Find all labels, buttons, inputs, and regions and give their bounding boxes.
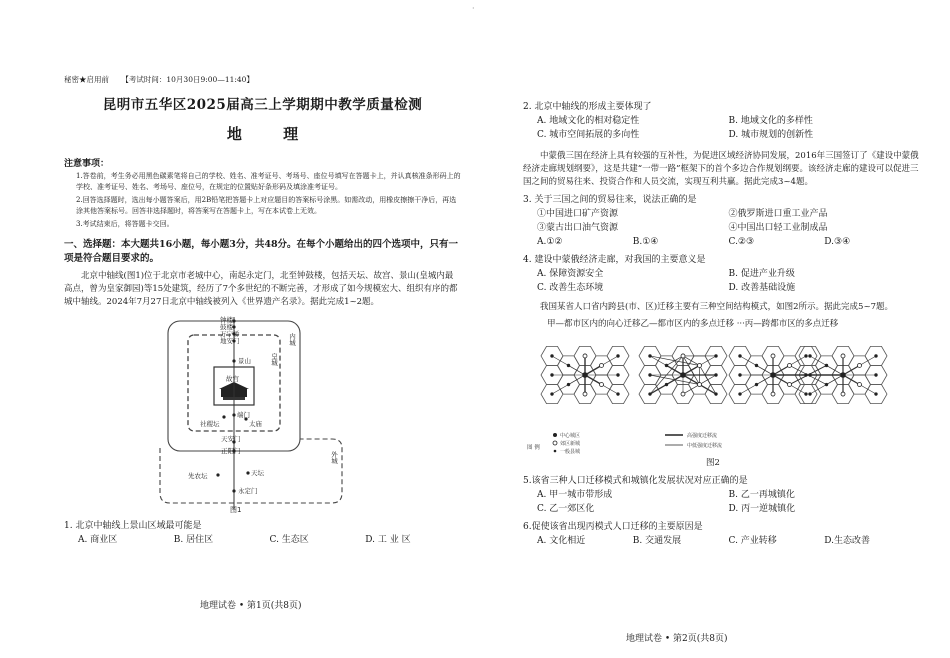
notice-item: 3.考试结束后，将答题卡交回。 [76, 220, 174, 228]
city-node [665, 364, 668, 367]
question-3-stem: 3. 关于三国之间的贸易往来，说法正确的是 [523, 195, 697, 205]
notice-heading: 注意事项： [64, 159, 110, 169]
option-d[interactable]: D. 工 业 区 [365, 534, 411, 545]
city-node [617, 393, 620, 396]
page-right [475, 0, 950, 658]
top-mark: · [472, 4, 475, 13]
city-node [739, 355, 742, 358]
question-5-options [537, 488, 920, 516]
city-node [583, 354, 587, 358]
exam-time: 【考试时间：10月30日9:00—11:40】 [121, 75, 254, 84]
label-gulou: 鼓楼 [220, 322, 233, 331]
exam-meta [64, 74, 461, 85]
city-node [649, 374, 652, 377]
city-node [771, 392, 775, 396]
label-jingshan: 景山 [238, 356, 251, 365]
city-node [739, 393, 742, 396]
city-node [551, 374, 554, 377]
city-node [858, 363, 862, 367]
city-node [715, 355, 718, 358]
option-c[interactable]: C.②③ [728, 237, 755, 247]
city-node [809, 393, 812, 396]
city-node [805, 393, 808, 396]
city-node [600, 363, 604, 367]
question-6-stem: 6.促使该省出现丙模式人口迁移的主要原因是 [523, 522, 703, 532]
statement: ③蒙古出口油气资源 [537, 223, 619, 233]
city-node [665, 383, 668, 386]
city-node [715, 374, 718, 377]
city-node [805, 374, 808, 377]
option-b[interactable]: B. 交通发展 [632, 536, 682, 546]
option-d[interactable]: D.生态改善 [824, 536, 871, 546]
question-1-options [78, 533, 461, 547]
city-node [788, 383, 792, 387]
city-node [858, 383, 862, 387]
option-b[interactable]: B. 促进产业升级 [728, 269, 795, 279]
city-node [809, 374, 812, 377]
label-zhonglou: 钟楼 [220, 315, 233, 324]
label-shejitan: 社稷坛 [200, 419, 220, 428]
city-node [841, 354, 845, 358]
city-node [739, 374, 742, 377]
option-d[interactable]: D.③④ [824, 237, 851, 247]
legend-title: 图 例 [527, 445, 540, 451]
figure-1-map [150, 313, 350, 513]
city-node [715, 393, 718, 396]
exam-title: 昆明市五华区2025届高三上学期期中教学质量检测 [102, 97, 423, 113]
option-d[interactable]: D. 改善基础设施 [728, 283, 796, 293]
label-taimiao: 太庙 [249, 419, 262, 428]
city-node [600, 383, 604, 387]
label-duanmen: 端门 [237, 410, 250, 419]
city-node [825, 364, 828, 367]
option-b[interactable]: B. 地域文化的多样性 [728, 116, 813, 126]
city-node [649, 393, 652, 396]
question-1 [64, 519, 461, 547]
city-node [583, 392, 587, 396]
city-node [681, 354, 685, 358]
question-2-stem: 2. 北京中轴线的形成主要体现了 [523, 102, 652, 112]
label-waicheng: 外城 [330, 450, 338, 464]
option-c[interactable]: C. 城市空间拓展的多向性 [537, 130, 640, 140]
passage-2: 中蒙俄三国在经济上具有较强的互补性，为促进区域经济协同发展，2016年三国签订了《建设中蒙俄经济走廊规划纲要》，这是共建“一带一路”框架下的首个多边合作规划纲要。该经济走廊的建设可以促进三国之间的贸易往来、投资合作和人员交流，实现互利共赢。据此完成3~4题。 [523, 151, 919, 187]
question-4-stem: 4. 建设中蒙俄经济走廊，对我国的主要意义是 [523, 255, 706, 265]
city-node [617, 355, 620, 358]
passage-1: 北京中轴线(图1)位于北京市老城中心，南起永定门，北至钟鼓楼，包括天坛、故宫、景山(皇城内最高点，曾为皇家御园)等15处建筑，经历了7个多世纪的不断完善，才形成了如今规模宏大、组织有序的都城中轴线。2024年7月27日北京中轴线被列入《世界遗产名录》。据此完成1~2题。 [64, 270, 458, 307]
option-c[interactable]: C. 生态区 [269, 534, 309, 545]
figure-2-panel-labels: 甲—都市区内的向心迁移乙—都市区内的多点迁移 ···丙—跨都市区的多点迁移 [547, 319, 839, 329]
city-node [567, 364, 570, 367]
figure-2-diagram [525, 331, 905, 459]
legend-low-flow: 中低强度迁移流 [687, 443, 723, 449]
city-node [875, 355, 878, 358]
question-3-statements [537, 207, 920, 235]
city-node [681, 373, 686, 378]
passage-3: 我国某省人口省内跨县(市、区)迁移主要有三种空间结构模式，如图2所示。据此完成5~7题。 [540, 302, 893, 312]
option-a[interactable]: A.①② [537, 237, 563, 247]
migration-flow [650, 356, 700, 366]
city-node [809, 355, 812, 358]
city-node [825, 383, 828, 386]
label-tiantan: 天坛 [251, 468, 264, 477]
question-4 [523, 253, 920, 295]
city-node [875, 374, 878, 377]
city-node [771, 373, 776, 378]
question-6 [523, 520, 920, 548]
question-1-stem: 1. 北京中轴线上景山区域最可能是 [64, 520, 202, 531]
option-c[interactable]: C. 乙一郊区化 [537, 504, 595, 514]
label-huangcheng: 皇城 [270, 352, 278, 366]
city-node [551, 355, 554, 358]
statement: ①中国进口矿产资源 [537, 209, 619, 219]
option-a[interactable]: A. 文化相近 [537, 536, 586, 546]
notice-item: 1.答卷前，考生务必用黑色碳素笔将自己的学校、姓名、准考证号、考场号、座位号填写在答题卡上，并认真核准条形码上的学校、准考证号、姓名、考场号、座位号，在规定的位置贴好条形码及填涂准考证号。 [76, 172, 461, 191]
legend-suburb: 郊区新城 [560, 441, 581, 447]
city-node [583, 373, 588, 378]
city-node [681, 392, 685, 396]
section-heading: 一、选择题：本大题共16小题，每小题3分，共48分。在每个小题给出的四个选项中，只有一项是符合题目要求的。 [64, 238, 459, 264]
question-3 [523, 193, 920, 249]
city-node [805, 355, 808, 358]
option-b[interactable]: B.①④ [632, 237, 659, 247]
city-node [617, 374, 620, 377]
city-node [567, 383, 570, 386]
secret-label: 秘密★启用前 [64, 75, 109, 84]
city-node [841, 373, 846, 378]
notice [64, 156, 461, 230]
legend-county: 一般县城 [560, 449, 581, 455]
figure-2-caption: 图2 [706, 458, 720, 468]
legend-center: 中心城区 [560, 433, 581, 439]
option-a[interactable]: A. 地域文化的相对稳定性 [537, 116, 640, 126]
city-node [698, 363, 702, 367]
option-a[interactable]: A. 保障资源安全 [537, 269, 604, 279]
question-3-options [537, 235, 920, 249]
notice-item: 2.回答选择题时，选出每小题答案后，用2B铅笔把答题卡上对应题目的答案标号涂黑。如需改动，用橡皮擦擦干净后，再选涂其他答案标号。回答非选择题时，将答案写在答题卡上，写在本试卷上无效。 [76, 196, 457, 215]
question-2-options [537, 114, 920, 142]
label-xiannongtan: 先农坛 [188, 471, 208, 480]
label-zhengyangmen: 正阳门 [221, 446, 241, 455]
option-c[interactable]: C. 改善生态环境 [537, 283, 604, 293]
label-dianmen: 地安门 [220, 336, 240, 345]
city-node [875, 393, 878, 396]
city-node [788, 363, 792, 367]
statement: ④中国出口轻工业制成品 [728, 223, 828, 233]
city-node [551, 393, 554, 396]
legend-high-flow: 高强度迁移流 [687, 433, 718, 439]
option-c[interactable]: C. 产业转移 [728, 536, 777, 546]
option-b[interactable]: B. 居住区 [173, 534, 214, 545]
question-2 [523, 100, 920, 142]
question-5 [523, 474, 920, 516]
statement: ②俄罗斯进口重工业产品 [728, 209, 828, 219]
city-node [771, 354, 775, 358]
city-node [755, 364, 758, 367]
migration-flow [683, 385, 700, 395]
question-6-options [537, 534, 920, 548]
footer-right: 地理试卷 • 第2页(共8页) [626, 634, 728, 644]
label-wanning: 万宁桥 [220, 329, 240, 338]
label-yongdingmen: 永定门 [238, 486, 258, 495]
city-node [698, 383, 702, 387]
question-5-stem: 5.该省三种人口迁移模式和城镇化发展状况对应正确的是 [523, 476, 748, 486]
option-d[interactable]: D. 城市规划的创新性 [728, 130, 814, 140]
footer-left: 地理试卷 • 第1页(共8页) [200, 601, 302, 611]
figure-1-caption: 图1 [230, 505, 242, 513]
option-a[interactable]: A. 甲一城市带形成 [537, 490, 613, 500]
city-node [649, 355, 652, 358]
city-node [841, 392, 845, 396]
label-gugong: 故宫 [226, 374, 239, 383]
option-b[interactable]: B. 乙一再城镇化 [728, 490, 795, 500]
option-a[interactable]: A. 商业区 [78, 534, 118, 545]
question-4-options [537, 267, 920, 295]
label-tiananmen: 天安门 [221, 434, 241, 443]
subject-title: 地 理 [226, 125, 317, 143]
option-d[interactable]: D. 丙一逆城镇化 [728, 504, 796, 514]
label-neicheng: 内城 [288, 332, 296, 346]
city-node [755, 383, 758, 386]
